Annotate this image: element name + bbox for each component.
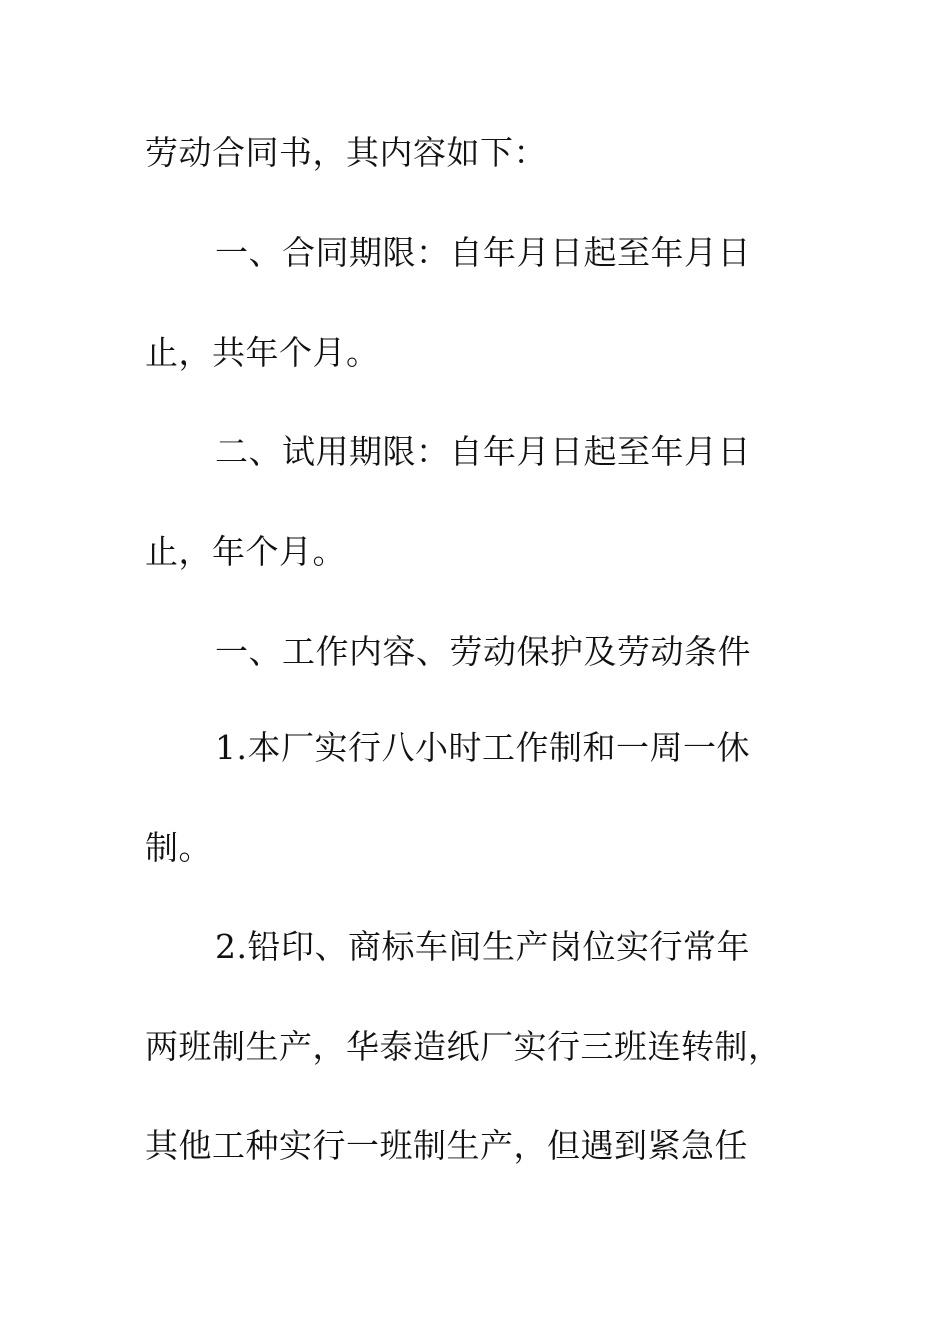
text-line: 劳动合同书，其内容如下： xyxy=(145,133,547,172)
clause-item-2: 2.铅印、商标车间生产岗位实行常年 xyxy=(215,927,750,966)
text-line: 其他工种实行一班制生产，但遇到紧急任 xyxy=(145,1126,748,1165)
text-line: 止，共年个月。 xyxy=(145,333,380,372)
text-line: 止，年个月。 xyxy=(145,532,346,571)
section-heading: 一、工作内容、劳动保护及劳动条件 xyxy=(215,632,751,671)
clause-item-1: 1.本厂实行八小时工作制和一周一休 xyxy=(215,728,750,767)
text-line: 制。 xyxy=(145,828,212,867)
clause-probation-term: 二、试用期限：自年月日起至年月日 xyxy=(215,432,751,471)
clause-contract-term: 一、合同期限：自年月日起至年月日 xyxy=(215,233,751,272)
text-line: 两班制生产，华泰造纸厂实行三班连转制， xyxy=(145,1027,782,1066)
